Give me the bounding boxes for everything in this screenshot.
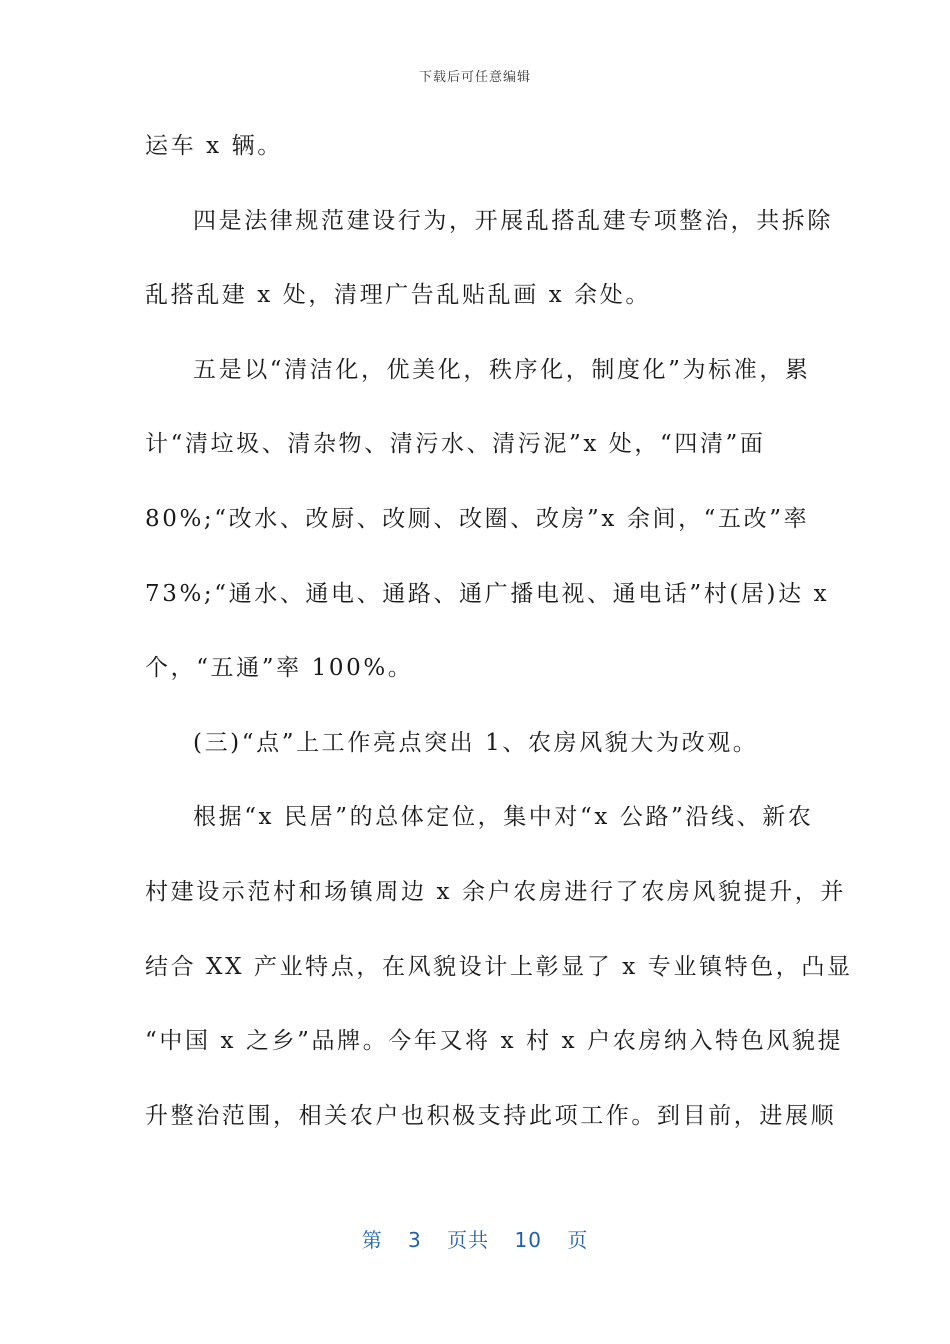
text-line: 乱搭乱建 x 处，清理广告乱贴乱画 x 余处。 (145, 282, 651, 309)
text-line: 个，“五通”率 100%。 (145, 655, 414, 682)
text-line: 运车 x 辆。 (145, 133, 283, 159)
total-page-count: 10 (514, 1228, 542, 1252)
text-line: 五是以“清洁化，优美化，秩序化，制度化”为标准，累 (193, 356, 811, 383)
text-line: “中国 x 之乡”品牌。今年又将 x 村 x 户农房纳入特色风貌提 (145, 1028, 844, 1055)
text-line: 结合 XX 产业特点，在风貌设计上彰显了 x 专业镇特色，凸显 (145, 953, 853, 980)
text-line: 73%;“通水、通电、通路、通广播电视、通电话”村(居)达 x (145, 580, 830, 607)
text-line: 四是法律规范建设行为，开展乱搭乱建专项整治，共拆除 (193, 207, 833, 234)
page-header: 下载后可任意编辑 (418, 70, 531, 85)
text-line: 计“清垃圾、清杂物、清污水、清污泥”x 处，“四清”面 (145, 431, 766, 458)
current-page-number: 3 (408, 1228, 422, 1252)
document-body (145, 120, 853, 1164)
text-line: 村建设示范村和场镇周边 x 余户农房进行了农房风貌提升，并 (145, 878, 846, 905)
footer-middle: 页共 (447, 1228, 490, 1252)
text-line: (三)“点”上工作亮点突出 1、农房风貌大为改观。 (193, 729, 759, 756)
text-line: 升整治范围，相关农户也积极支持此项工作。到目前，进展顺 (145, 1102, 837, 1129)
footer-prefix: 第 (361, 1228, 383, 1252)
text-line: 根据“x 民居”的总体定位，集中对“x 公路”沿线、新农 (193, 804, 814, 831)
text-line: 80%;“改水、改厨、改厕、改圈、改房”x 余间，“五改”率 (145, 505, 810, 532)
page-footer (0, 1224, 950, 1253)
footer-suffix: 页 (567, 1228, 589, 1252)
